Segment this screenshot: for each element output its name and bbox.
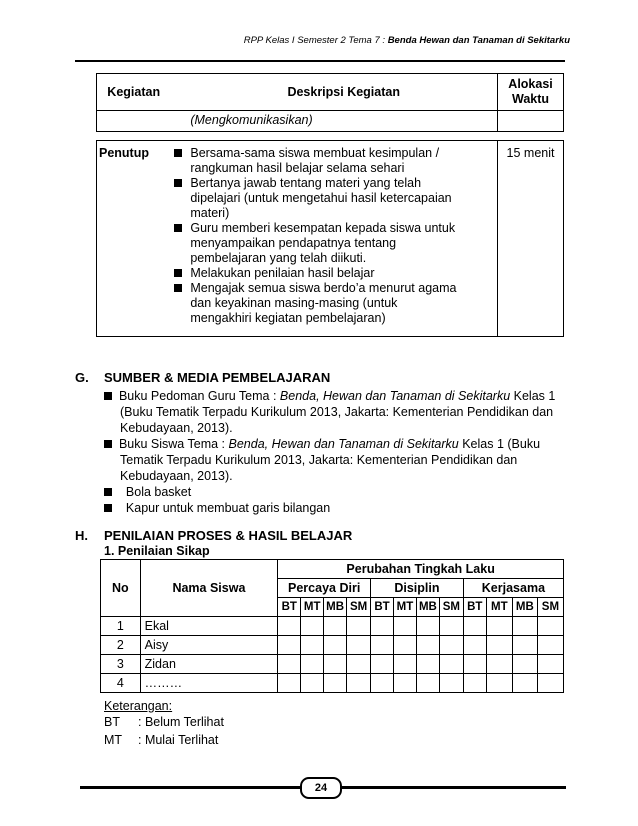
section-h-letter: H. bbox=[75, 528, 88, 543]
score-cell[interactable] bbox=[393, 655, 416, 674]
footer-rule-left bbox=[80, 786, 300, 789]
code-cell: SM bbox=[347, 598, 371, 617]
code-cell: MB bbox=[416, 598, 439, 617]
score-cell[interactable] bbox=[347, 636, 371, 655]
bullet-icon bbox=[104, 504, 112, 512]
resource-item-4: Kapur untuk membuat garis bilangan bbox=[104, 500, 555, 516]
score-cell[interactable] bbox=[512, 617, 537, 636]
student-row bbox=[101, 655, 564, 674]
score-cell[interactable] bbox=[486, 655, 512, 674]
student-name: Ekal bbox=[140, 617, 278, 636]
resource-item-1: Buku Pedoman Guru Tema : Benda, Hewan dan Tanaman di Sekitarku Kelas 1 bbox=[104, 388, 555, 404]
bullet-icon bbox=[174, 149, 182, 157]
score-cell[interactable] bbox=[278, 636, 301, 655]
student-row bbox=[101, 617, 564, 636]
score-cell[interactable] bbox=[486, 617, 512, 636]
closing-item: Bertanya jawab tentang materi yang telah dipelajari (untuk mengetahui hasil ketercapaian materi) bbox=[190, 176, 452, 220]
score-cell[interactable] bbox=[463, 674, 486, 693]
header-deskripsi: Deskripsi Kegiatan bbox=[190, 74, 497, 111]
score-cell[interactable] bbox=[439, 674, 463, 693]
score-cell[interactable] bbox=[324, 636, 347, 655]
score-cell[interactable] bbox=[347, 617, 371, 636]
closing-label: Penutup bbox=[97, 141, 171, 337]
closing-item: Guru memberi kesempatan kepada siswa untuk menyampaikan pendapatnya tentang pembelajaran yang telah diikuti. bbox=[190, 221, 456, 265]
keterangan-label: Keterangan: bbox=[104, 699, 173, 713]
col-perubahan: Perubahan Tingkah Laku bbox=[278, 560, 564, 579]
score-cell[interactable] bbox=[463, 636, 486, 655]
code-cell: MT bbox=[486, 598, 512, 617]
score-cell[interactable] bbox=[393, 636, 416, 655]
group-disiplin: Disiplin bbox=[371, 579, 464, 598]
bullet-icon bbox=[174, 269, 182, 277]
header-kegiatan: Kegiatan bbox=[97, 74, 171, 111]
subsection-title: 1. Penilaian Sikap bbox=[104, 544, 210, 558]
code-cell: SM bbox=[439, 598, 463, 617]
score-cell[interactable] bbox=[416, 636, 439, 655]
student-no: 1 bbox=[101, 617, 141, 636]
bullet-icon bbox=[174, 224, 182, 232]
score-cell[interactable] bbox=[278, 674, 301, 693]
score-cell[interactable] bbox=[301, 674, 324, 693]
code-cell: BT bbox=[278, 598, 301, 617]
bullet-icon bbox=[104, 440, 112, 448]
resource-list: Buku Pedoman Guru Tema : Benda, Hewan dan Tanaman di Sekitarku Kelas 1 (Buku Tematik Terpadu Kurikulum 2013, Jakarta: Kementerian Pendidikan dan Kebudayaan, 2013). Buku Siswa Tema : Benda, Hewan dan Tanaman di Sekitarku Kelas 1 (Buku Tematik Terpadu Kurikulum 2013, Jakarta: Kementerian Pendidikan dan Kebudayaan, 2013). Bola basket Kapur untuk membuat garis bilangan bbox=[104, 388, 555, 516]
score-cell[interactable] bbox=[439, 636, 463, 655]
continued-row bbox=[97, 111, 564, 132]
score-cell[interactable] bbox=[347, 674, 371, 693]
student-no: 4 bbox=[101, 674, 141, 693]
header-prefix: RPP Kelas I Semester 2 Tema 7 : bbox=[243, 35, 388, 46]
closing-items bbox=[190, 141, 497, 337]
bullet-icon bbox=[104, 392, 112, 400]
legend bbox=[104, 714, 224, 748]
page-number: 24 bbox=[300, 777, 342, 799]
student-row bbox=[101, 674, 564, 693]
student-no: 2 bbox=[101, 636, 141, 655]
code-cell: BT bbox=[463, 598, 486, 617]
score-cell[interactable] bbox=[439, 617, 463, 636]
group-percaya-diri: Percaya Diri bbox=[278, 579, 371, 598]
resource-item-2: Buku Siswa Tema : Benda, Hewan dan Tanaman di Sekitarku Kelas 1 (Buku bbox=[104, 436, 555, 452]
student-name: Zidan bbox=[140, 655, 278, 674]
section-g-title: SUMBER & MEDIA PEMBELAJARAN bbox=[104, 370, 331, 385]
code-cell: MT bbox=[301, 598, 324, 617]
student-name: Aisy bbox=[140, 636, 278, 655]
score-cell[interactable] bbox=[301, 655, 324, 674]
bullet-icon bbox=[174, 179, 182, 187]
col-no: No bbox=[101, 560, 141, 617]
header-alokasi: Alokasi Waktu bbox=[498, 74, 564, 111]
code-cell: MT bbox=[393, 598, 416, 617]
activity-table bbox=[96, 73, 564, 337]
legend-item: BT : Belum Terlihat bbox=[104, 715, 224, 729]
student-name: ……… bbox=[140, 674, 278, 693]
score-cell[interactable] bbox=[278, 655, 301, 674]
score-cell[interactable] bbox=[486, 636, 512, 655]
continued-text: (Mengkomunikasikan) bbox=[190, 111, 497, 132]
score-cell[interactable] bbox=[324, 655, 347, 674]
header-rule bbox=[75, 60, 565, 62]
footer-rule-right bbox=[338, 786, 566, 789]
score-cell[interactable] bbox=[324, 674, 347, 693]
closing-row bbox=[97, 141, 564, 337]
group-kerjasama: Kerjasama bbox=[463, 579, 563, 598]
score-cell[interactable] bbox=[416, 655, 439, 674]
attitude-table bbox=[100, 559, 564, 693]
score-cell[interactable] bbox=[371, 655, 394, 674]
code-cell: MB bbox=[324, 598, 347, 617]
closing-bullets bbox=[170, 141, 190, 337]
score-cell[interactable] bbox=[301, 617, 324, 636]
closing-item: Bersama-sama siswa membuat kesimpulan / rangkuman hasil belajar selama sehari bbox=[190, 146, 440, 175]
score-cell[interactable] bbox=[537, 655, 563, 674]
col-nama: Nama Siswa bbox=[140, 560, 278, 617]
section-g-letter: G. bbox=[75, 370, 89, 385]
closing-item: Melakukan penilaian hasil belajar bbox=[190, 266, 375, 280]
score-cell[interactable] bbox=[393, 617, 416, 636]
score-cell[interactable] bbox=[486, 674, 512, 693]
activity-header-row bbox=[97, 74, 564, 111]
score-cell[interactable] bbox=[416, 674, 439, 693]
score-cell[interactable] bbox=[537, 674, 563, 693]
score-cell[interactable] bbox=[439, 655, 463, 674]
score-cell[interactable] bbox=[393, 674, 416, 693]
running-header bbox=[200, 35, 570, 46]
score-cell[interactable] bbox=[301, 636, 324, 655]
code-cell: MB bbox=[512, 598, 537, 617]
score-cell[interactable] bbox=[324, 617, 347, 636]
score-cell[interactable] bbox=[371, 674, 394, 693]
score-cell[interactable] bbox=[537, 617, 563, 636]
score-cell[interactable] bbox=[512, 674, 537, 693]
score-cell[interactable] bbox=[347, 655, 371, 674]
section-h-title: PENILAIAN PROSES & HASIL BELAJAR bbox=[104, 528, 353, 543]
closing-item: Mengajak semua siswa berdo’a menurut agama dan keyakinan masing-masing (untuk mengakhiri kegiatan pembelajaran) bbox=[190, 281, 457, 325]
score-cell[interactable] bbox=[371, 636, 394, 655]
code-cell: SM bbox=[537, 598, 563, 617]
resource-item-3: Bola basket bbox=[104, 484, 555, 500]
header-theme: Benda Hewan dan Tanaman di Sekitarku bbox=[387, 35, 570, 46]
score-cell[interactable] bbox=[463, 617, 486, 636]
closing-time: 15 menit bbox=[498, 141, 564, 337]
score-cell[interactable] bbox=[463, 655, 486, 674]
code-cell: BT bbox=[371, 598, 394, 617]
bullet-icon bbox=[104, 488, 112, 496]
legend-item: MT : Mulai Terlihat bbox=[104, 733, 219, 747]
score-cell[interactable] bbox=[371, 617, 394, 636]
score-cell[interactable] bbox=[537, 636, 563, 655]
student-row bbox=[101, 636, 564, 655]
bullet-icon bbox=[174, 284, 182, 292]
score-cell[interactable] bbox=[416, 617, 439, 636]
score-cell[interactable] bbox=[512, 655, 537, 674]
score-cell[interactable] bbox=[278, 617, 301, 636]
score-cell[interactable] bbox=[512, 636, 537, 655]
student-no: 3 bbox=[101, 655, 141, 674]
